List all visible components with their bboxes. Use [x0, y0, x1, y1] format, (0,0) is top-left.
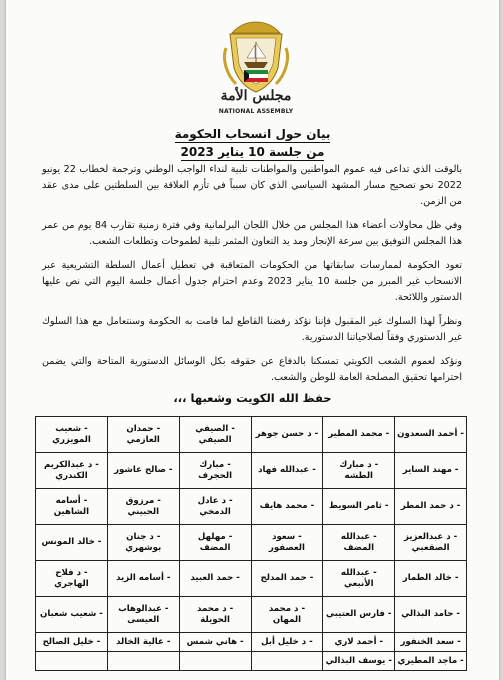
statement-subtitle-text: من جلسة 10 يناير 2023 [180, 145, 325, 159]
table-row [36, 525, 467, 561]
signatory-cell: - خالد المونس [36, 525, 108, 561]
signatory-cell: - الصيفي الصيفي [179, 417, 251, 453]
table-row [36, 453, 467, 489]
signatory-cell: - أسامه الزيد [107, 561, 179, 597]
signatory-cell: - د عبدالكريم الكندري [36, 453, 108, 489]
signatory-cell: - سعد الخنفور [395, 633, 467, 652]
signatory-cell: - ثامر السويط [323, 489, 395, 525]
signatory-cell: - د فلاح الهاجري [36, 561, 108, 597]
signatory-cell: - د خليل أبل [251, 633, 323, 652]
signatory-cell: - خالد الطمار [395, 561, 467, 597]
table-row [36, 489, 467, 525]
signatory-cell: - د عادل الدمخي [179, 489, 251, 525]
signatory-cell: - عبدالوهاب العيسى [107, 597, 179, 633]
signatory-cell: - أحمد السعدون [395, 417, 467, 453]
signatory-cell: - فارس العتيبي [323, 597, 395, 633]
assembly-name-english: NATIONAL ASSEMBLY [218, 108, 294, 115]
paragraph: ونؤكد لعموم الشعب الكويتي تمسكنا بالدفاع عن حقوقه بكل الوسائل الدستورية المتاحة والتي يضمن احترامها تحقيق المصلحة العامة للوطن والشعب. [42, 356, 462, 383]
closing-line: حفظ الله الكويت وشعبها ،،، [173, 391, 332, 405]
table-row [36, 652, 467, 671]
statement-title [6, 127, 499, 141]
signatory-cell: - حمد العبيد [179, 561, 251, 597]
signatory-cell: - أحمد لاري [323, 633, 395, 652]
statement-subtitle [6, 145, 499, 159]
signatory-cell: - حمد المدلج [251, 561, 323, 597]
signatory-cell: - عبدالله فهاد [251, 453, 323, 489]
signatory-cell [251, 652, 323, 671]
paragraph: وفي ظل محاولات أعضاء هذا المجلس من خلال اللجان البرلمانية وفي فترة زمنية تقارب 84 يوم من عمر هذا المجلس التوفيق بين سرعة الإنجاز ومد يد التعاون المثمر تلبية لطموحات وتطلعات الشعب. [42, 220, 462, 247]
table-row [36, 561, 467, 597]
signatory-cell [107, 652, 179, 671]
signatory-cell: - حمدان العازمي [107, 417, 179, 453]
statement-body [42, 162, 462, 394]
signatory-cell: - هاني شمس [179, 633, 251, 652]
signatory-cell: - خليل الصالح [36, 633, 108, 652]
document-page [6, 0, 499, 680]
statement-title-text: بيان حول انسحاب الحكومة [174, 127, 331, 141]
assembly-name-arabic: مجلس الأمة [220, 88, 292, 104]
signatory-cell [36, 652, 108, 671]
signatory-cell: - حامد البذالي [395, 597, 467, 633]
signatory-cell: - عالية الخالد [107, 633, 179, 652]
table-row [36, 417, 467, 453]
signatory-cell: - محمد هايف [251, 489, 323, 525]
signatory-cell: - د حمد المطر [395, 489, 467, 525]
paragraph: بالوقت الذي تداعى فيه عموم المواطنين والمواطنات تلبية لنداء الواجب الوطني وترجمة لخطاب 22 يونيو 2022 نحو تصحيح مسار المشهد السياسي الذي كان سبباً في تأزم العلاقة بين السلطتين على مدى عقد من الزمن. [42, 164, 462, 207]
paragraph: تعود الحكومة لممارسات سابقاتها من الحكومات المتعاقبة في تعطيل أعمال السلطة التشريعية عبر الانسحاب غير المبرر من جلسة 10 يناير 2023 وعدم احترام جدول أعمال جلسة اليوم التي نص عليها الدستور واللائحة. [42, 260, 462, 303]
signatory-cell: - د مبارك الطشه [323, 453, 395, 489]
signatory-cell: - د حسن جوهر [251, 417, 323, 453]
signatory-cell: - شعيب المويزري [36, 417, 108, 453]
signatory-cell: - سعود العصفور [251, 525, 323, 561]
signatory-cell: - صالح عاشور [107, 453, 179, 489]
signatory-cell: - محمد المطير [323, 417, 395, 453]
signatory-cell: - يوسف البذالي [323, 652, 395, 671]
signatory-cell [179, 652, 251, 671]
signatory-cell: - عبدالله الأنبعي [323, 561, 395, 597]
signatory-cell: - د محمد المهان [251, 597, 323, 633]
signatory-cell: - مبارك الحجرف [179, 453, 251, 489]
paragraph: ونظراً لهذا السلوك غير المقبول فإننا نؤكد رفضنا القاطع لما قامت به الحكومة وسنتعامل مع هذا السلوك غير الدستوري وفقاً لصلاحياتنا الدستورية. [42, 316, 462, 343]
signatory-cell: - أسامه الشاهين [36, 489, 108, 525]
signatory-cell: - مرزوق الحبيني [107, 489, 179, 525]
signatory-cell: - مهند الساير [395, 453, 467, 489]
signatory-cell: - د عبدالعزيز الصقعبي [395, 525, 467, 561]
signatory-cell: - ماجد المطيري [395, 652, 467, 671]
signatories-table [35, 416, 467, 671]
signatory-cell: - د محمد الحويلة [179, 597, 251, 633]
signatory-cell: - د جنان بوشهري [107, 525, 179, 561]
signatory-cell: - شعيب شعبان [36, 597, 108, 633]
table-row [36, 597, 467, 633]
signatory-cell: - مهلهل المضف [179, 525, 251, 561]
table-row [36, 633, 467, 652]
signatory-cell: - عبدالله المضف [323, 525, 395, 561]
